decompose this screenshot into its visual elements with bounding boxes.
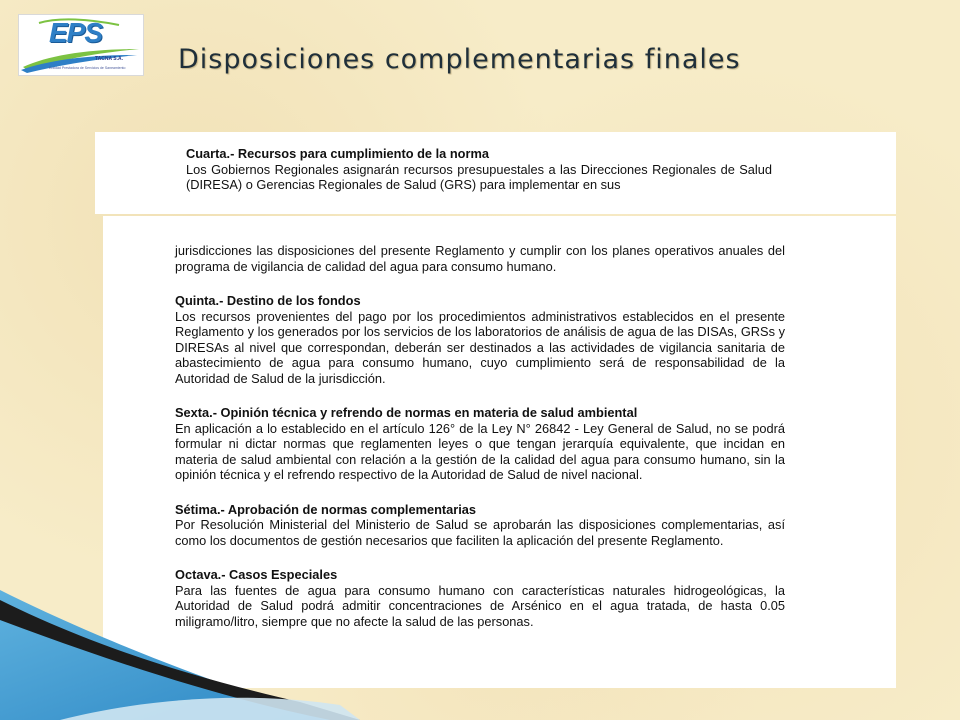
section-heading-setima: Sétima.- Aprobación de normas complementarias <box>175 501 477 517</box>
section-heading-quinta: Quinta.- Destino de los fondos <box>175 293 361 308</box>
section-body-quinta: Los recursos provenientes del pago por los procedimientos administrativos establecidos en el presente Reglamento y los generados por los servicios de los laboratorios de análisis de agua de las DISAs, GRSs y DIRESAs al nivel que correspondan, deberán ser destinados a las actividades de vigilancia sanitaria de abastecimiento de agua para consumo humano, cuyo cumplimiento será de responsabilidad de la Autoridad de Salud de la jurisdicción. <box>175 308 785 386</box>
logo-tagline-text: Entidad Prestadora de Servicios de Saneamiento <box>49 66 126 70</box>
section-body-octava: Para las fuentes de agua para consumo humano con características naturales hidrogeológicas, la Autoridad de Salud podrá admitir concentraciones de Arsénico en el agua tratada, de hasta 0.05 miligramo/litro, siempre que no afecte la salud de las personas. <box>175 582 785 629</box>
section-body-cuarta-part1: Los Gobiernos Regionales asignarán recursos presupuestales a las Direcciones Regionales de Salud (DIRESA) o Gerencias Regionales de Salud (GRS) para implementar en sus <box>186 161 772 192</box>
logo-brand-text: EPS <box>49 17 103 48</box>
section-heading-cuarta: Cuarta.- Recursos para cumplimiento de la norma <box>186 146 489 161</box>
section-body-cuarta-part2: jurisdicciones las disposiciones del presente Reglamento y cumplir con los planes operativos anuales del programa de vigilancia de calidad del agua para consumo humano. <box>175 243 785 274</box>
section-body-setima: Por Resolución Ministerial del Ministerio de Salud se aprobarán las disposiciones complementarias, así como los documentos de gestión necesarios que faciliten la aplicación del presente Reglamento. <box>175 517 785 548</box>
section-heading-sexta: Sexta.- Opinión técnica y refrendo de normas en materia de salud ambiental <box>175 405 638 420</box>
slide-title: Disposiciones complementarias finales <box>178 44 741 75</box>
section-body-sexta: En aplicación a lo establecido en el artículo 126° de la Ley N° 26842 - Ley General de Salud, no se podrá formular ni dictar normas que reglamenten leyes o que tengan jerarquía equivalente, que incidan en materia de salud ambiental con relación a la gestión de la calidad del agua para consumo humano, sin la opinión técnica y el refrendo respectivo de la Autoridad de Salud de nivel nacional. <box>175 420 785 482</box>
section-heading-octava: Octava.- Casos Especiales <box>175 567 338 582</box>
logo-company-text: TACNA S.A. <box>94 56 123 62</box>
